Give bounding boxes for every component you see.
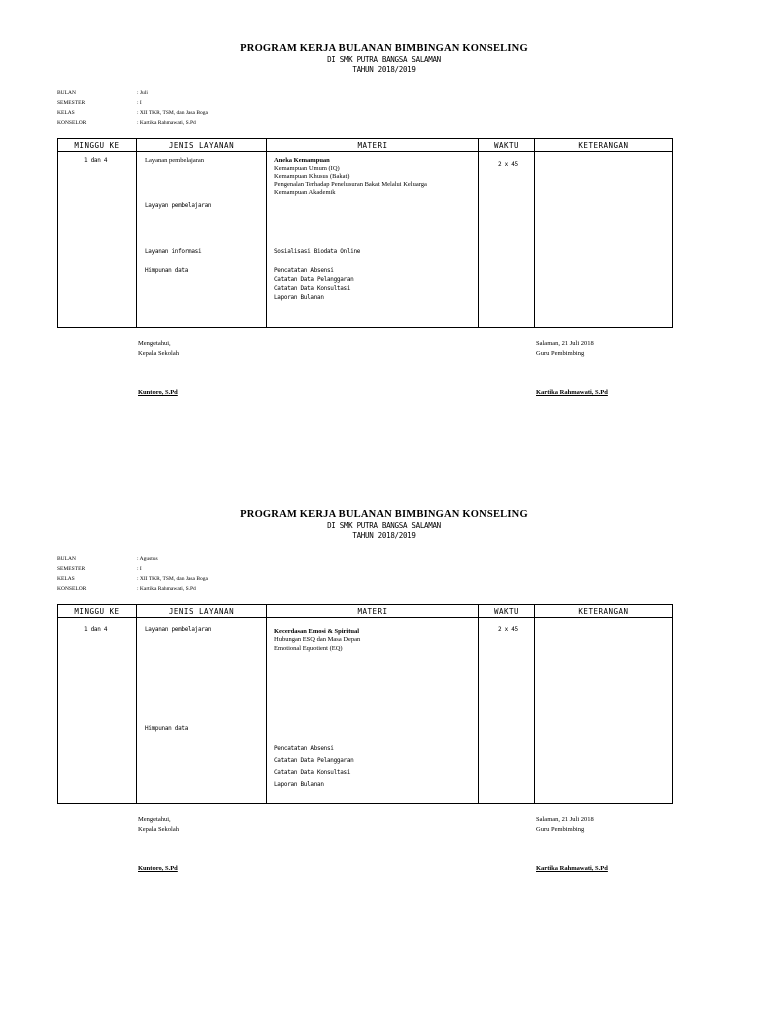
materi-info: Sosialisasi Biodata Online [274, 248, 361, 255]
materi-data-item: Laporan Bulanan [274, 781, 324, 788]
materi-item: Emotional Equotient (EQ) [274, 645, 343, 652]
materi-data-item: Pencatatan Absensi [274, 267, 334, 274]
cell-materi [267, 152, 479, 328]
info-value-bulan: : Agustus [137, 556, 158, 562]
header-jenis-layanan: JENIS LAYANAN [137, 139, 267, 152]
sign-left-line1: Mengetahui, [138, 340, 171, 347]
signature-right [536, 339, 608, 396]
materi-data-item: Pencatatan Absensi [274, 745, 334, 752]
cell-materi [267, 618, 479, 804]
info-label-kelas: KELAS [57, 110, 75, 116]
layanan-item: Layanan informasi [145, 248, 202, 255]
cell-keterangan [535, 618, 673, 804]
materi-item: Kemampuan Umum (IQ) [274, 165, 340, 172]
sign-left-line1: Mengetahui, [138, 816, 171, 823]
program-table [57, 604, 673, 804]
header-materi: MATERI [267, 605, 479, 618]
header-waktu: WAKTU [479, 605, 535, 618]
materi-title: Kecerdasan Emosi & Spiritual [274, 628, 360, 635]
sign-right-line1: Salaman, 21 Juli 2018 [536, 816, 594, 823]
info-value-konselor: : Kartika Rahmawati, S.Pd [137, 586, 196, 592]
info-block [57, 88, 208, 128]
info-label-bulan: BULAN [57, 556, 76, 562]
waktu-text: 2 x 45 [498, 626, 518, 633]
materi-item: Hubungan ESQ dan Masa Depan [274, 636, 361, 643]
school-year: TAHUN 2018/2019 [352, 531, 416, 540]
cell-keterangan [535, 152, 673, 328]
counselor-name: Kartika Rahmawati, S.Pd [536, 865, 608, 872]
layanan-item: Himpunan data [145, 725, 189, 732]
info-label-semester: SEMESTER [57, 100, 86, 106]
program-title: PROGRAM KERJA BULANAN BIMBINGAN KONSELING [240, 43, 528, 54]
table-header-row [58, 605, 673, 618]
program-table [57, 138, 673, 328]
materi-data-item: Catatan Data Konsultasi [274, 769, 351, 776]
school-year: TAHUN 2018/2019 [352, 65, 416, 74]
cell-jenis-layanan [137, 152, 267, 328]
signature-left [138, 339, 179, 396]
info-value-kelas: : XII TKR, TSM, dan Jasa Boga [137, 576, 208, 582]
materi-data-item: Catatan Data Pelanggaran [274, 276, 354, 283]
info-label-konselor: KONSELOR [57, 586, 87, 592]
materi-data-item: Catatan Data Pelanggaran [274, 757, 354, 764]
info-label-konselor: KONSELOR [57, 120, 87, 126]
info-value-konselor: : Kartika Rahmawati, S.Pd [137, 120, 196, 126]
header-minggu: MINGGU KE [58, 139, 137, 152]
header-minggu: MINGGU KE [58, 605, 137, 618]
header-waktu: WAKTU [479, 139, 535, 152]
school-name: DI SMK PUTRA BANGSA SALAMAN [327, 521, 441, 530]
layanan-item: Layanan pembelajaran [145, 157, 205, 164]
info-label-kelas: KELAS [57, 576, 75, 582]
materi-title: Aneka Kemampuan [274, 157, 330, 164]
table-row [58, 152, 673, 328]
header-keterangan: KETERANGAN [535, 139, 673, 152]
info-value-kelas: : XII TKR, TSM, dan Jasa Boga [137, 110, 208, 116]
cell-minggu [58, 618, 137, 804]
table-header-row [58, 139, 673, 152]
headmaster-name: Kuntoro, S.Pd [138, 865, 178, 872]
waktu-text: 2 x 45 [498, 161, 518, 168]
cell-waktu [479, 618, 535, 804]
materi-item: Kemampuan Khusus (Bakat) [274, 173, 350, 180]
headmaster-name: Kuntoro, S.Pd [138, 389, 178, 396]
materi-item: Pengenalan Terhadap Penelusuran Bakat Melalui Keluarga [274, 181, 427, 188]
header-keterangan: KETERANGAN [535, 605, 673, 618]
cell-waktu [479, 152, 535, 328]
materi-item: Kemampuan Akademik [274, 189, 336, 196]
materi-data-item: Laporan Bulanan [274, 294, 324, 301]
counselor-name: Kartika Rahmawati, S.Pd [536, 389, 608, 396]
info-block [57, 554, 208, 594]
school-name: DI SMK PUTRA BANGSA SALAMAN [327, 55, 441, 64]
sign-right-line2: Guru Pembimbing [536, 826, 585, 833]
layanan-item: Himpunan data [145, 267, 189, 274]
week-text: 1 dan 4 [84, 626, 108, 633]
materi-data-item: Catatan Data Konsultasi [274, 285, 351, 292]
sign-right-line1: Salaman, 21 Juli 2018 [536, 340, 594, 347]
info-value-semester: : I [137, 100, 142, 106]
layanan-item: Layayan pembelajaran [145, 202, 212, 209]
info-label-bulan: BULAN [57, 90, 76, 96]
cell-jenis-layanan [137, 618, 267, 804]
info-label-semester: SEMESTER [57, 566, 86, 572]
info-value-bulan: : Juli [137, 90, 148, 96]
sign-left-line2: Kepala Sekolah [138, 350, 179, 357]
sign-left-line2: Kepala Sekolah [138, 826, 179, 833]
table-row [58, 618, 673, 804]
header-materi: MATERI [267, 139, 479, 152]
week-text: 1 dan 4 [84, 157, 108, 164]
sign-right-line2: Guru Pembimbing [536, 350, 585, 357]
signature-left [138, 815, 179, 872]
layanan-item: Layanan pembelajaran [145, 626, 212, 633]
program-section-agustus [0, 508, 768, 872]
header-jenis-layanan: JENIS LAYANAN [137, 605, 267, 618]
info-value-semester: : I [137, 566, 142, 572]
signature-right [536, 815, 608, 872]
program-title: PROGRAM KERJA BULANAN BIMBINGAN KONSELING [240, 509, 528, 520]
program-section-juli [0, 42, 768, 396]
cell-minggu [58, 152, 137, 328]
